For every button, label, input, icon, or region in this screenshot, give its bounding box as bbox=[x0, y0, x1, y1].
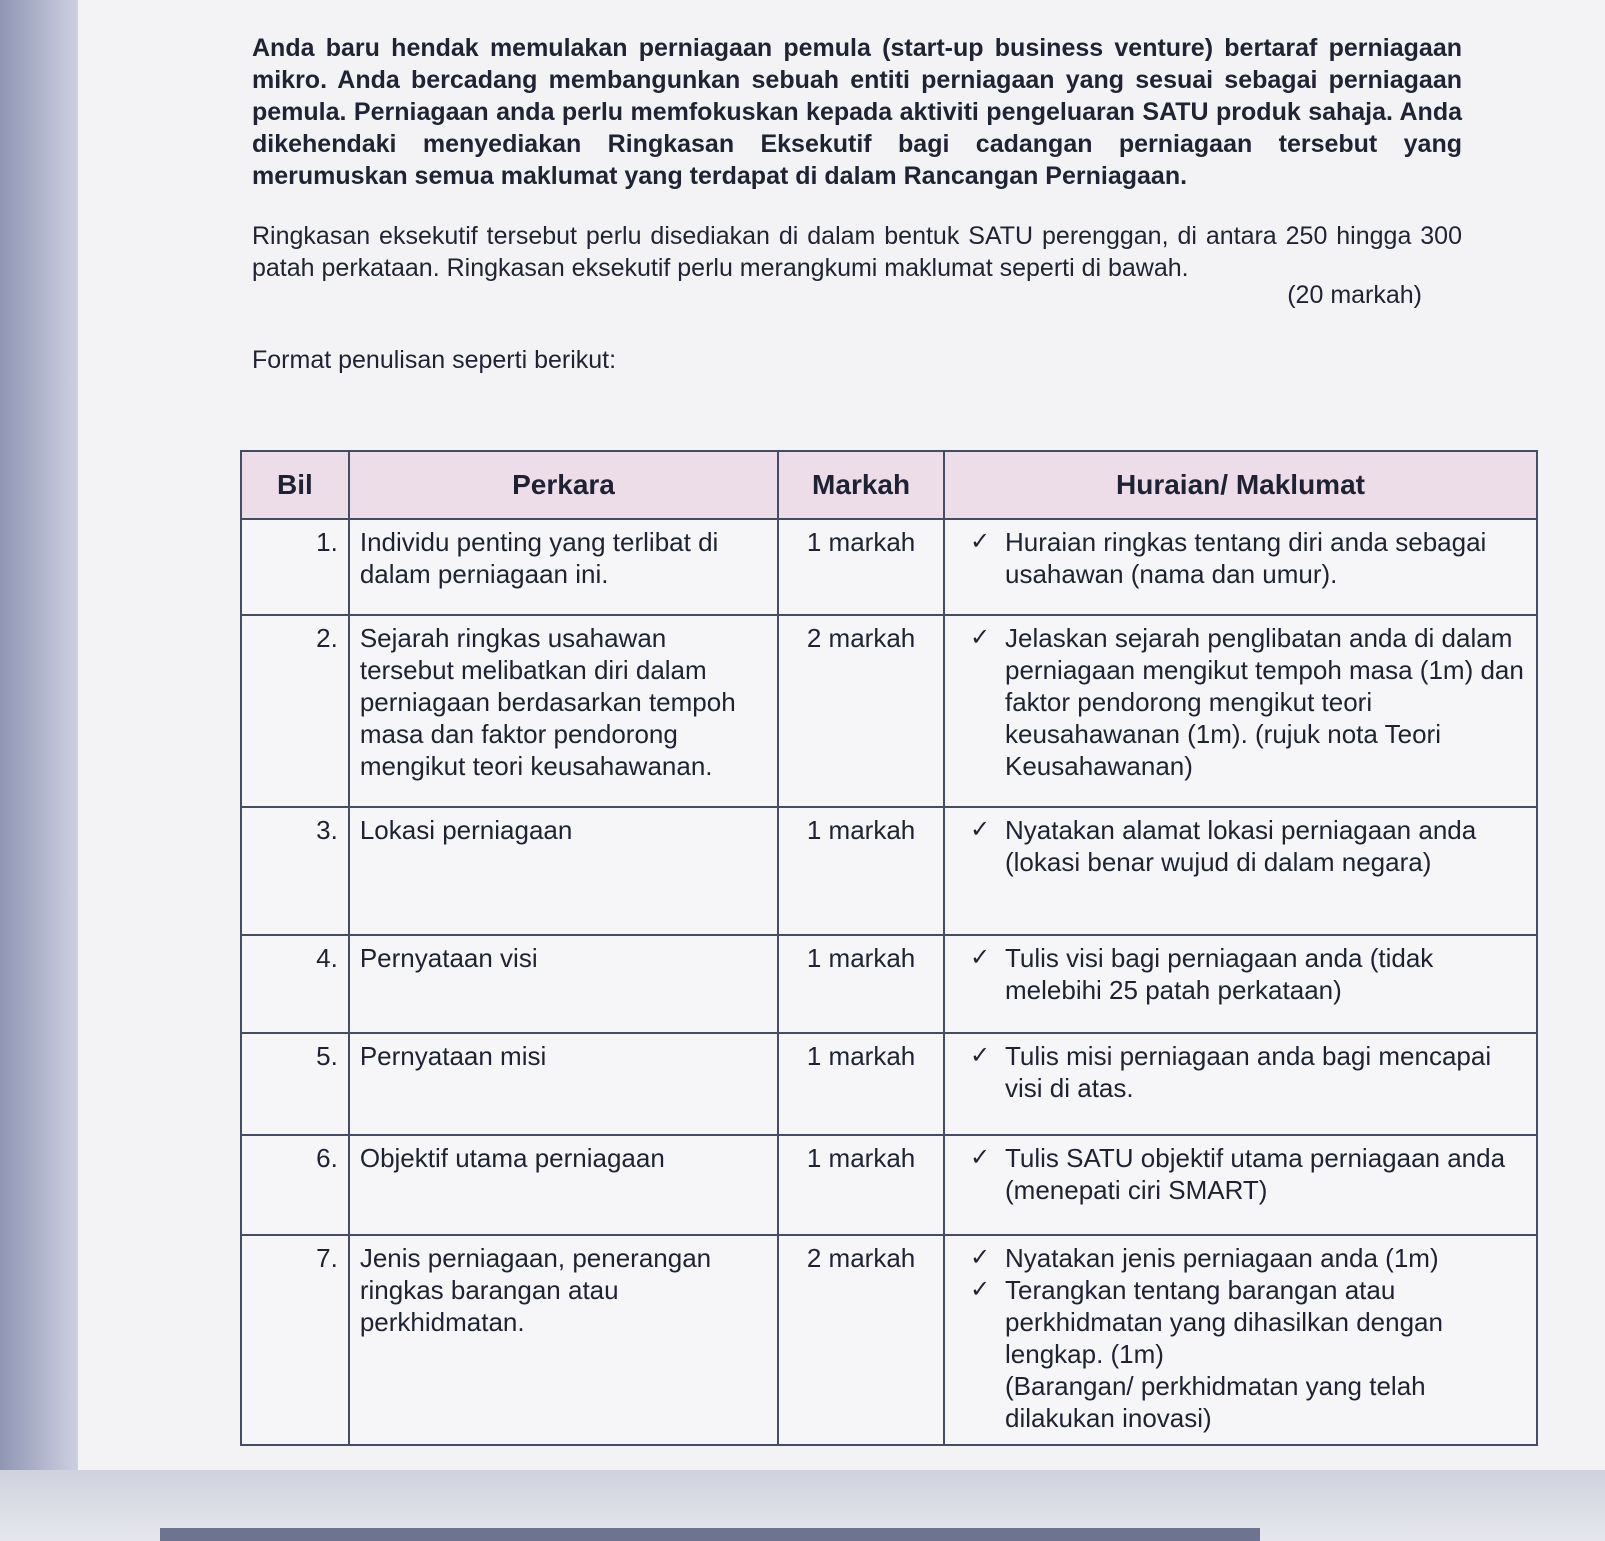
huraian-text: Jelaskan sejarah penglibatan anda di dalam perniagaan mengikut tempoh masa (1m) dan faktor pendorong mengikut teori keusahawanan (1m). (rujuk nota Teori Keusahawanan) bbox=[1005, 623, 1524, 781]
table-row bbox=[241, 519, 1537, 615]
checkmark-icon: ✓ bbox=[969, 816, 991, 843]
bottom-edge-bar bbox=[160, 1528, 1260, 1541]
row-markah: 2 markah bbox=[778, 1235, 944, 1445]
table-row bbox=[241, 1135, 1537, 1235]
checkmark-icon: ✓ bbox=[969, 944, 991, 971]
huraian-item bbox=[955, 622, 1526, 782]
checkmark-icon: ✓ bbox=[969, 1244, 991, 1271]
row-number: 5. bbox=[241, 1033, 349, 1135]
row-huraian bbox=[944, 1135, 1537, 1235]
huraian-item bbox=[955, 1274, 1526, 1370]
checkmark-icon: ✓ bbox=[969, 624, 991, 651]
row-markah: 1 markah bbox=[778, 935, 944, 1033]
row-perkara: Sejarah ringkas usahawan tersebut melibatkan diri dalam perniagaan berdasarkan tempoh masa dan faktor pendorong mengikut teori keusahawanan. bbox=[349, 615, 778, 807]
row-markah: 1 markah bbox=[778, 1135, 944, 1235]
row-perkara: Lokasi perniagaan bbox=[349, 807, 778, 935]
header-huraian: Huraian/ Maklumat bbox=[944, 451, 1537, 519]
huraian-item bbox=[955, 526, 1526, 590]
huraian-text: Tulis misi perniagaan anda bagi mencapai visi di atas. bbox=[1005, 1041, 1492, 1103]
checkmark-icon: ✓ bbox=[969, 1144, 991, 1171]
row-huraian bbox=[944, 807, 1537, 935]
row-huraian bbox=[944, 1235, 1537, 1445]
huraian-text: Tulis SATU objektif utama perniagaan anda (menepati ciri SMART) bbox=[1005, 1143, 1506, 1205]
table-row bbox=[241, 1033, 1537, 1135]
row-perkara: Jenis perniagaan, penerangan ringkas barangan atau perkhidmatan. bbox=[349, 1235, 778, 1445]
row-huraian bbox=[944, 519, 1537, 615]
huraian-text: Nyatakan alamat lokasi perniagaan anda (lokasi benar wujud di dalam negara) bbox=[1005, 815, 1477, 877]
format-heading: Format penulisan seperti berikut: bbox=[252, 346, 617, 374]
checkmark-icon: ✓ bbox=[969, 528, 991, 555]
huraian-note: (Barangan/ perkhidmatan yang telah dilakukan inovasi) bbox=[1005, 1371, 1426, 1433]
header-bil: Bil bbox=[241, 451, 349, 519]
left-background-band bbox=[0, 0, 78, 1541]
row-perkara: Pernyataan visi bbox=[349, 935, 778, 1033]
huraian-item bbox=[955, 1142, 1526, 1206]
header-perkara: Perkara bbox=[349, 451, 778, 519]
intro-paragraph-1: Anda baru hendak memulakan perniagaan pemula (start-up business venture) bertaraf perniagaan mikro. Anda bercadang membangunkan sebuah entiti perniagaan yang sesuai sebagai perniagaan pemula. Perniagaan anda perlu memfokuskan kepada aktiviti pengeluaran SATU produk sahaja. Anda dikehendaki menyediakan Ringkasan Eksekutif bagi cadangan perniagaan tersebut yang merumuskan semua maklumat yang terdapat di dalam Rancangan Perniagaan. bbox=[252, 34, 1462, 190]
intro-paragraph-2: Ringkasan eksekutif tersebut perlu disediakan di dalam bentuk SATU perenggan, di antara 250 hingga 300 patah perkataan. Ringkasan eksekutif perlu merangkumi maklumat seperti di bawah. bbox=[252, 222, 1462, 282]
row-markah: 1 markah bbox=[778, 519, 944, 615]
table-header-row bbox=[241, 451, 1537, 519]
checkmark-icon: ✓ bbox=[969, 1042, 991, 1069]
row-number: 7. bbox=[241, 1235, 349, 1445]
huraian-text: Huraian ringkas tentang diri anda sebagai usahawan (nama dan umur). bbox=[1005, 527, 1487, 589]
row-huraian bbox=[944, 935, 1537, 1033]
instructions bbox=[252, 32, 1462, 376]
row-markah: 1 markah bbox=[778, 807, 944, 935]
total-marks: (20 markah) bbox=[1287, 281, 1422, 309]
huraian-text: Tulis visi bagi perniagaan anda (tidak melebihi 25 patah perkataan) bbox=[1005, 943, 1434, 1005]
row-number: 1. bbox=[241, 519, 349, 615]
row-huraian bbox=[944, 1033, 1537, 1135]
row-number: 2. bbox=[241, 615, 349, 807]
huraian-item bbox=[955, 814, 1526, 878]
row-number: 4. bbox=[241, 935, 349, 1033]
table-row bbox=[241, 1235, 1537, 1445]
row-perkara: Individu penting yang terlibat di dalam perniagaan ini. bbox=[349, 519, 778, 615]
table-row bbox=[241, 935, 1537, 1033]
table-row bbox=[241, 615, 1537, 807]
row-huraian bbox=[944, 615, 1537, 807]
checkmark-icon: ✓ bbox=[969, 1276, 991, 1303]
huraian-text: Nyatakan jenis perniagaan anda (1m) bbox=[1005, 1243, 1439, 1273]
row-markah: 2 markah bbox=[778, 615, 944, 807]
table-body bbox=[241, 519, 1537, 1445]
huraian-item bbox=[955, 942, 1526, 1006]
huraian-item bbox=[955, 1242, 1526, 1274]
row-number: 6. bbox=[241, 1135, 349, 1235]
huraian-text: Terangkan tentang barangan atau perkhidmatan yang dihasilkan dengan lengkap. (1m) bbox=[1005, 1275, 1443, 1369]
row-perkara: Objektif utama perniagaan bbox=[349, 1135, 778, 1235]
row-number: 3. bbox=[241, 807, 349, 935]
huraian-item bbox=[955, 1040, 1526, 1104]
row-perkara: Pernyataan misi bbox=[349, 1033, 778, 1135]
rubric-table bbox=[240, 450, 1538, 1446]
header-markah: Markah bbox=[778, 451, 944, 519]
table-row bbox=[241, 807, 1537, 935]
row-markah: 1 markah bbox=[778, 1033, 944, 1135]
